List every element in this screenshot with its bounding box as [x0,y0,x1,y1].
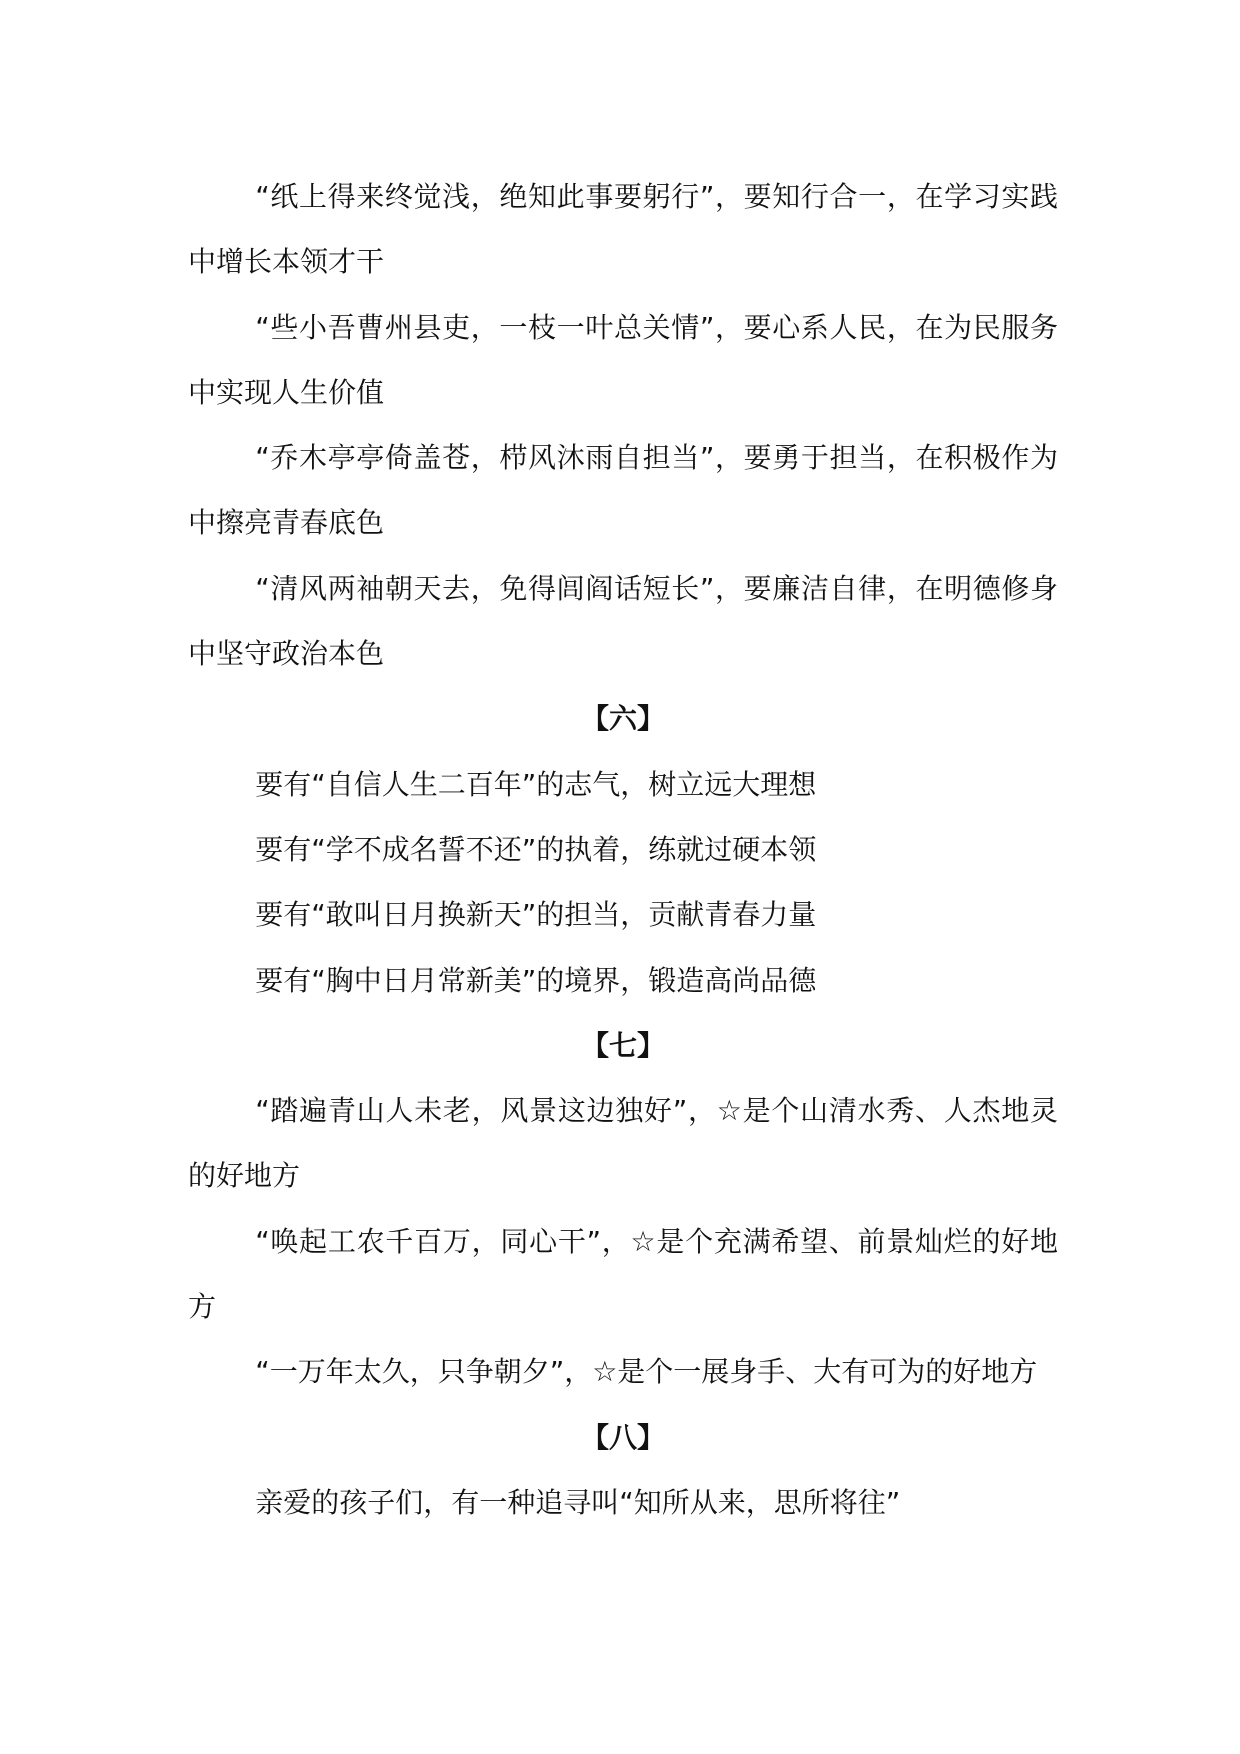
section-heading: 【八】 [580,1420,665,1454]
paragraph: 要有“胸中日月常新美”的境界，锻造高尚品德 [255,963,817,997]
paragraph: “唤起工农千百万，同心干”，☆是个充满希望、前景灿烂的好地方 [188,1224,1058,1324]
paragraph: “踏遍青山人未老，风景这边独好”，☆是个山清水秀、人杰地灵的好地方 [188,1094,1058,1193]
paragraph: “乔木亭亭倚盖苍，栉风沐雨自担当”，要勇于担当，在积极作为中擦亮青春底色 [188,441,1058,540]
paragraph: 亲爱的孩子们，有一种追寻叫“知所从来，思所将往” [255,1485,901,1519]
document-body [188,164,1058,1535]
section-heading: 【六】 [580,702,665,736]
section-intro [188,164,1058,686]
paragraph: “清风两袖朝天去，免得闾阎话短长”，要廉洁自律，在明德修身中坚守政治本色 [188,571,1058,671]
paragraph: “一万年太久，只争朝夕”，☆是个一展身手、大有可为的好地方 [255,1355,1038,1389]
paragraph: 要有“敢叫日月换新天”的担当，贡献青春力量 [255,898,817,932]
paragraph: “纸上得来终觉浅，绝知此事要躬行”，要知行合一，在学习实践中增长本领才干 [188,180,1058,279]
section-eight [188,1405,1058,1536]
section-seven [188,1013,1058,1405]
paragraph: 要有“自信人生二百年”的志气，树立远大理想 [255,767,817,801]
section-six [188,686,1058,1012]
section-heading: 【七】 [580,1028,665,1062]
paragraph: “些小吾曹州县吏，一枝一叶总关情”，要心系人民，在为民服务中实现人生价值 [188,310,1058,409]
paragraph: 要有“学不成名誓不还”的执着，练就过硬本领 [255,832,817,866]
